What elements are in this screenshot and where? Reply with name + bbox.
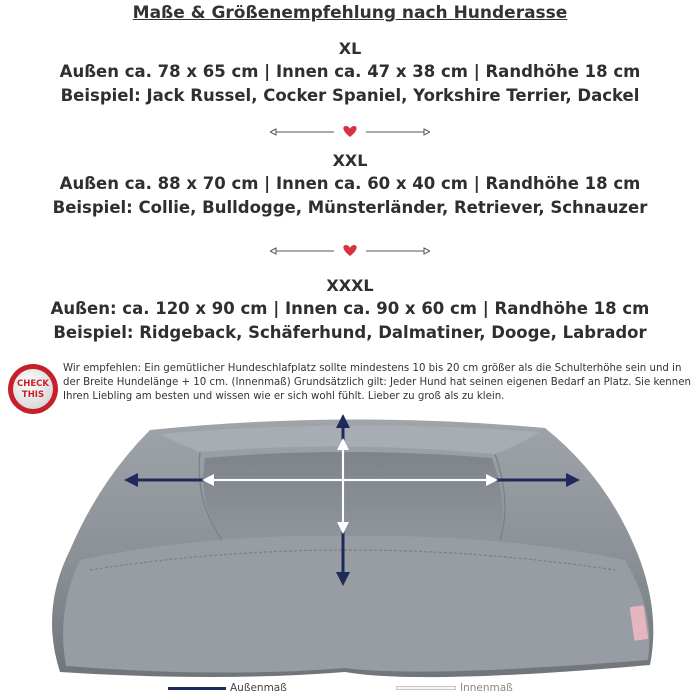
heart-divider-1 <box>270 125 430 139</box>
dog-bed-illustration <box>0 410 700 680</box>
heart-icon <box>343 126 356 137</box>
legend-inner <box>396 682 513 698</box>
badge-text-2: THIS <box>21 390 45 400</box>
size-label: XXL <box>332 151 368 170</box>
heart-icon <box>343 245 356 256</box>
legend-outer-label: Außenmaß <box>230 682 287 694</box>
size-dimensions: Außen ca. 78 x 65 cm | Innen ca. 47 x 38 cm | Randhöhe 18 cm <box>59 62 641 81</box>
outer-swatch <box>168 687 226 690</box>
bed-inner <box>203 452 502 540</box>
size-block-xl <box>0 38 700 108</box>
size-examples: Beispiel: Jack Russel, Cocker Spaniel, Yorkshire Terrier, Dackel <box>60 86 640 105</box>
page-title: Maße & Größenempfehlung nach Hunderasse <box>132 3 568 23</box>
size-block-xxxl <box>0 275 700 345</box>
size-dimensions: Außen: ca. 120 x 90 cm | Innen ca. 90 x 60 cm | Randhöhe 18 cm <box>50 299 650 318</box>
size-dimensions: Außen ca. 88 x 70 cm | Innen ca. 60 x 40 cm | Randhöhe 18 cm <box>59 174 641 193</box>
inner-swatch <box>396 686 456 690</box>
size-examples: Beispiel: Collie, Bulldogge, Münsterländer, Retriever, Schnauzer <box>52 198 648 217</box>
size-block-xxl <box>0 150 700 220</box>
recommendation-text: Wir empfehlen: Ein gemütlicher Hundeschlafplatz sollte mindestens 10 bis 20 cm größer als die Schulterhöhe sein und in der Breite Hundelänge + 10 cm. (Innenmaß) Grundsätzlich gilt: Jeder Hund hat seinen eigenen Bedarf an Platz. Sie kennen Ihren Liebling am besten und wissen wie er sich wohl fühlt. Lieber zu groß als zu klein. <box>63 363 691 402</box>
badge-text-1: CHECK <box>17 379 49 389</box>
size-examples: Beispiel: Ridgeback, Schäferhund, Dalmatiner, Dooge, Labrador <box>53 323 647 342</box>
heart-divider-2 <box>270 244 430 258</box>
check-this-badge <box>6 362 60 416</box>
size-label: XXXL <box>326 276 374 295</box>
legend-inner-label: Innenmaß <box>460 682 513 694</box>
legend-outer <box>168 682 287 698</box>
size-label: XL <box>338 39 362 58</box>
